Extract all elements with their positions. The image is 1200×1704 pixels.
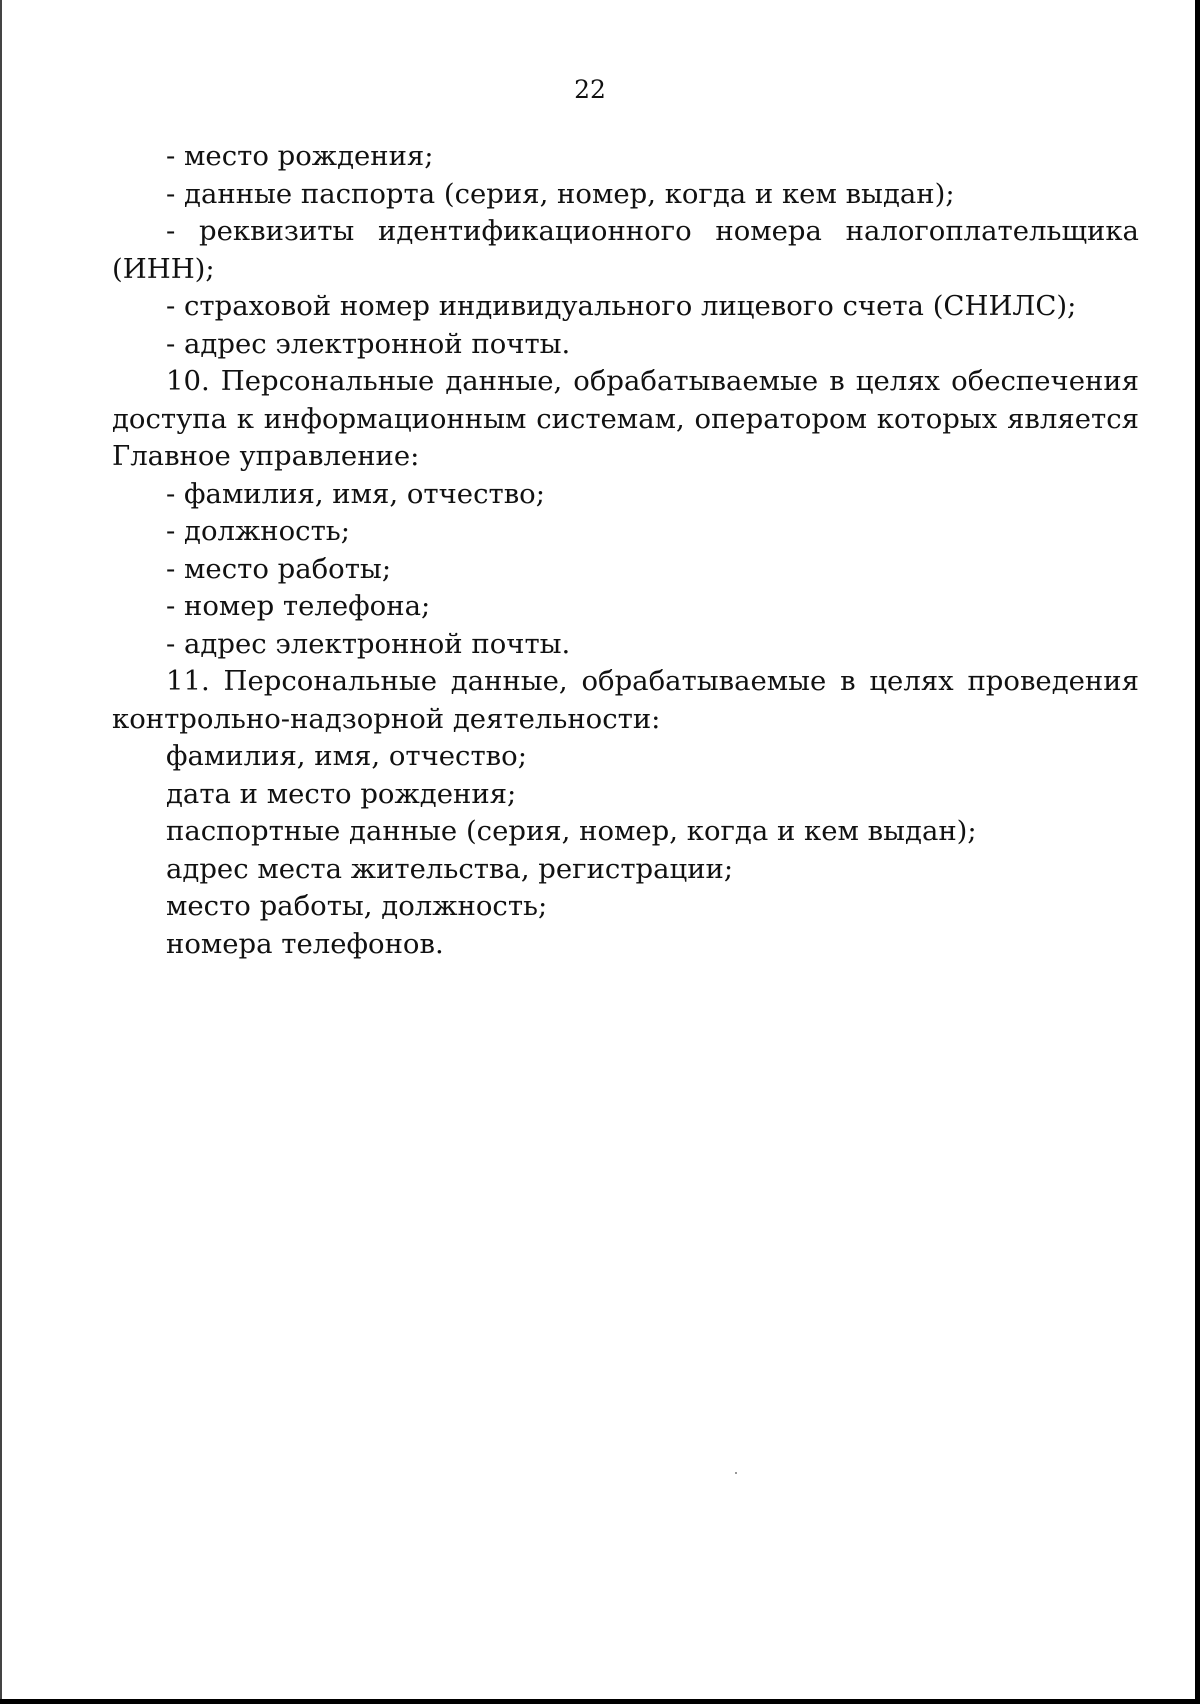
- word: целях: [855, 365, 941, 397]
- word: реквизиты: [199, 215, 355, 247]
- word: обрабатываемые: [581, 665, 827, 697]
- word: является: [1007, 402, 1139, 435]
- word: которых: [876, 402, 998, 435]
- text-line: паспортные данные (серия, номер, когда и кем выдан);: [166, 815, 977, 847]
- word: в: [829, 365, 845, 397]
- word: Персональные: [220, 365, 435, 397]
- word: номера: [715, 215, 822, 247]
- word: налогоплательщика: [845, 215, 1139, 247]
- text-line: - данные паспорта (серия, номер, когда и кем выдан);: [166, 177, 955, 210]
- word: целях: [869, 665, 954, 697]
- word: идентификационного: [378, 215, 692, 247]
- text-line: номера телефонов.: [166, 927, 444, 960]
- text-line: контрольно-надзорной деятельности:: [112, 702, 661, 735]
- word: системам,: [536, 402, 685, 435]
- text-line: дата и место рождения;: [166, 777, 517, 810]
- text-line: [112, 663, 1139, 701]
- word: данные,: [450, 665, 568, 697]
- word: доступа: [112, 402, 228, 435]
- text-line: [112, 213, 1139, 251]
- word: 10.: [166, 365, 210, 397]
- text-line: фамилия, имя, отчество;: [166, 740, 527, 772]
- word: Персональные: [223, 665, 437, 697]
- word: проведения: [967, 665, 1139, 697]
- text-line: [112, 401, 1139, 439]
- document-body: [112, 138, 1139, 963]
- text-line: (ИНН);: [112, 252, 215, 285]
- word: обрабатываемые: [573, 365, 819, 397]
- text-line: [112, 363, 1139, 401]
- text-line: - должность;: [166, 515, 351, 547]
- text-line: - фамилия, имя, отчество;: [166, 477, 545, 510]
- word: к: [236, 402, 254, 435]
- scan-speck: [735, 1472, 737, 1474]
- text-line: адрес места жительства, регистрации;: [166, 852, 734, 885]
- word: в: [840, 665, 856, 697]
- page-number: 22: [574, 75, 606, 104]
- word: данные,: [445, 365, 563, 397]
- scan-edge-bottom: [0, 1699, 1200, 1704]
- word: информационным: [263, 402, 527, 435]
- text-line: - адрес электронной почты.: [166, 327, 571, 360]
- word: оператором: [694, 402, 867, 435]
- word: обеспечения: [951, 365, 1139, 397]
- text-line: - страховой номер индивидуального лицевого счета (СНИЛС);: [166, 290, 1077, 322]
- scan-edge-left: [0, 0, 2, 1704]
- word: -: [166, 215, 176, 247]
- text-line: - адрес электронной почты.: [166, 627, 571, 660]
- text-line: - место рождения;: [166, 140, 434, 172]
- scan-edge-right: [1195, 0, 1200, 1704]
- text-line: - номер телефона;: [166, 590, 431, 622]
- text-line: Главное управление:: [112, 440, 420, 472]
- word: 11.: [166, 665, 210, 697]
- text-line: - место работы;: [166, 552, 392, 585]
- text-line: место работы, должность;: [166, 890, 548, 922]
